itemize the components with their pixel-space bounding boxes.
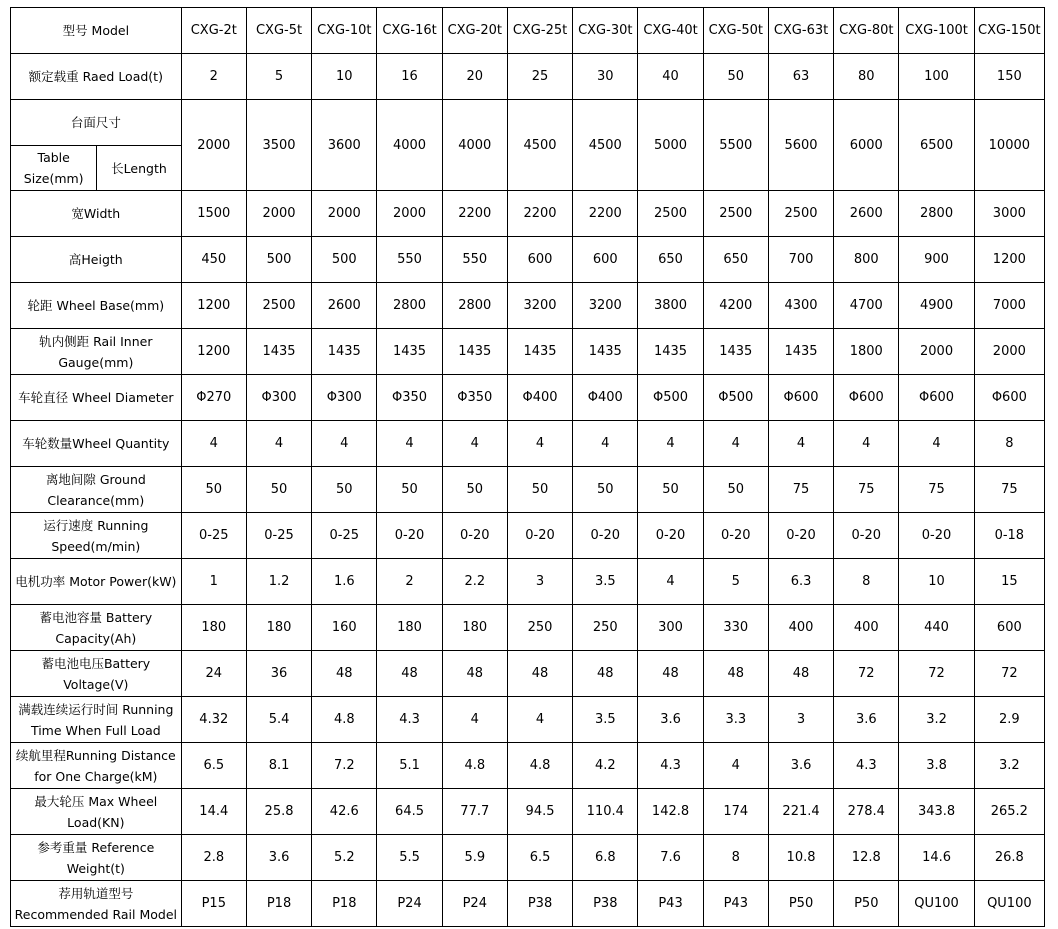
- rated-load-label: 额定载重 Raed Load(t): [11, 54, 182, 100]
- value-cell: 2000: [181, 100, 246, 191]
- value-cell: 3.8: [899, 743, 974, 789]
- model-cell: CXG-63t: [768, 8, 833, 54]
- spec-table: [10, 7, 1045, 927]
- rated-load-row: [11, 54, 1045, 100]
- value-cell: 2500: [703, 191, 768, 237]
- value-cell: 4: [442, 421, 507, 467]
- value-cell: 4: [181, 421, 246, 467]
- spec-row: [11, 283, 1045, 329]
- value-cell: 600: [573, 237, 638, 283]
- value-cell: P18: [246, 881, 311, 927]
- value-cell: 180: [246, 605, 311, 651]
- spec-row: [11, 237, 1045, 283]
- length-label: 长Length: [97, 146, 181, 191]
- spec-row: [11, 881, 1045, 927]
- value-cell: P43: [703, 881, 768, 927]
- value-cell: Φ350: [377, 375, 442, 421]
- value-cell: P18: [312, 881, 377, 927]
- value-cell: Φ400: [573, 375, 638, 421]
- value-cell: 16: [377, 54, 442, 100]
- value-cell: 1200: [181, 283, 246, 329]
- value-cell: 4700: [834, 283, 899, 329]
- value-cell: 800: [834, 237, 899, 283]
- value-cell: 2800: [377, 283, 442, 329]
- value-cell: QU100: [899, 881, 974, 927]
- table-size-label: 台面尺寸: [11, 100, 182, 146]
- value-cell: 2.9: [974, 697, 1044, 743]
- value-cell: 3800: [638, 283, 703, 329]
- value-cell: Φ600: [768, 375, 833, 421]
- value-cell: 6500: [899, 100, 974, 191]
- value-cell: 5.2: [312, 835, 377, 881]
- value-cell: 6.3: [768, 559, 833, 605]
- value-cell: 77.7: [442, 789, 507, 835]
- value-cell: 500: [312, 237, 377, 283]
- value-cell: 1500: [181, 191, 246, 237]
- value-cell: 4: [703, 421, 768, 467]
- value-cell: 0-25: [181, 513, 246, 559]
- value-cell: 0-25: [246, 513, 311, 559]
- value-cell: Φ500: [638, 375, 703, 421]
- value-cell: 1435: [377, 329, 442, 375]
- value-cell: 0-20: [377, 513, 442, 559]
- value-cell: 550: [377, 237, 442, 283]
- model-cell: CXG-80t: [834, 8, 899, 54]
- value-cell: 4: [507, 697, 572, 743]
- value-cell: 3200: [573, 283, 638, 329]
- value-cell: 3000: [974, 191, 1044, 237]
- spec-row-label: 续航里程Running Distance for One Charge(kM): [11, 743, 182, 789]
- value-cell: 1435: [573, 329, 638, 375]
- value-cell: 4.3: [377, 697, 442, 743]
- value-cell: 0-20: [638, 513, 703, 559]
- value-cell: 900: [899, 237, 974, 283]
- value-cell: 2200: [507, 191, 572, 237]
- value-cell: 3.6: [638, 697, 703, 743]
- value-cell: 2600: [312, 283, 377, 329]
- value-cell: 6.8: [573, 835, 638, 881]
- spec-row: [11, 697, 1045, 743]
- value-cell: 50: [246, 467, 311, 513]
- value-cell: 174: [703, 789, 768, 835]
- value-cell: 25: [507, 54, 572, 100]
- value-cell: 75: [899, 467, 974, 513]
- value-cell: 20: [442, 54, 507, 100]
- table-size-sub-label: Table Size(mm): [11, 146, 97, 191]
- value-cell: 4500: [573, 100, 638, 191]
- spec-row: [11, 467, 1045, 513]
- value-cell: Φ400: [507, 375, 572, 421]
- value-cell: P38: [573, 881, 638, 927]
- value-cell: 72: [899, 651, 974, 697]
- value-cell: 80: [834, 54, 899, 100]
- value-cell: 4.3: [834, 743, 899, 789]
- value-cell: 3.6: [246, 835, 311, 881]
- value-cell: 650: [703, 237, 768, 283]
- value-cell: P50: [834, 881, 899, 927]
- value-cell: 4: [573, 421, 638, 467]
- value-cell: 3.2: [899, 697, 974, 743]
- value-cell: 26.8: [974, 835, 1044, 881]
- value-cell: 2: [181, 54, 246, 100]
- value-cell: 25.8: [246, 789, 311, 835]
- spec-row: [11, 513, 1045, 559]
- value-cell: 30: [573, 54, 638, 100]
- value-cell: 400: [834, 605, 899, 651]
- value-cell: 4.8: [442, 743, 507, 789]
- value-cell: 7.2: [312, 743, 377, 789]
- value-cell: 2.2: [442, 559, 507, 605]
- value-cell: Φ300: [312, 375, 377, 421]
- value-cell: 265.2: [974, 789, 1044, 835]
- value-cell: 5.4: [246, 697, 311, 743]
- value-cell: 0-20: [573, 513, 638, 559]
- value-cell: 1: [181, 559, 246, 605]
- value-cell: 2600: [834, 191, 899, 237]
- value-cell: P24: [377, 881, 442, 927]
- value-cell: 2000: [312, 191, 377, 237]
- value-cell: P24: [442, 881, 507, 927]
- value-cell: 0-20: [899, 513, 974, 559]
- value-cell: 50: [638, 467, 703, 513]
- model-cell: CXG-25t: [507, 8, 572, 54]
- value-cell: 7.6: [638, 835, 703, 881]
- value-cell: 4: [638, 559, 703, 605]
- value-cell: 4.8: [312, 697, 377, 743]
- value-cell: 36: [246, 651, 311, 697]
- value-cell: 5.1: [377, 743, 442, 789]
- value-cell: 6.5: [507, 835, 572, 881]
- value-cell: P50: [768, 881, 833, 927]
- value-cell: 48: [768, 651, 833, 697]
- model-row: [11, 8, 1045, 54]
- value-cell: 700: [768, 237, 833, 283]
- spec-row-label: 满载连续运行时间 Running Time When Full Load: [11, 697, 182, 743]
- value-cell: 221.4: [768, 789, 833, 835]
- value-cell: 278.4: [834, 789, 899, 835]
- value-cell: 0-25: [312, 513, 377, 559]
- value-cell: P38: [507, 881, 572, 927]
- model-cell: CXG-50t: [703, 8, 768, 54]
- value-cell: 8: [974, 421, 1044, 467]
- value-cell: 10: [899, 559, 974, 605]
- value-cell: 650: [638, 237, 703, 283]
- value-cell: 4: [768, 421, 833, 467]
- value-cell: 4: [377, 421, 442, 467]
- value-cell: 0-20: [834, 513, 899, 559]
- value-cell: 2500: [768, 191, 833, 237]
- value-cell: Φ300: [246, 375, 311, 421]
- value-cell: 600: [974, 605, 1044, 651]
- value-cell: 5: [246, 54, 311, 100]
- value-cell: 4: [442, 697, 507, 743]
- value-cell: 7000: [974, 283, 1044, 329]
- model-cell: CXG-10t: [312, 8, 377, 54]
- value-cell: Φ270: [181, 375, 246, 421]
- value-cell: 48: [573, 651, 638, 697]
- value-cell: 2: [377, 559, 442, 605]
- value-cell: 5.5: [377, 835, 442, 881]
- spec-row-label: 参考重量 Reference Weight(t): [11, 835, 182, 881]
- value-cell: 2500: [638, 191, 703, 237]
- value-cell: 8.1: [246, 743, 311, 789]
- value-cell: 4: [312, 421, 377, 467]
- value-cell: 50: [703, 467, 768, 513]
- value-cell: 14.6: [899, 835, 974, 881]
- spec-row: [11, 559, 1045, 605]
- value-cell: 10.8: [768, 835, 833, 881]
- value-cell: 1.2: [246, 559, 311, 605]
- value-cell: 2200: [442, 191, 507, 237]
- value-cell: 1435: [703, 329, 768, 375]
- spec-row-label: 车轮数量Wheel Quantity: [11, 421, 182, 467]
- value-cell: 1435: [638, 329, 703, 375]
- value-cell: 48: [442, 651, 507, 697]
- value-cell: 4.2: [573, 743, 638, 789]
- table-size-row: [11, 100, 1045, 146]
- value-cell: P15: [181, 881, 246, 927]
- value-cell: 4500: [507, 100, 572, 191]
- value-cell: 300: [638, 605, 703, 651]
- value-cell: 2000: [246, 191, 311, 237]
- value-cell: 1.6: [312, 559, 377, 605]
- value-cell: 250: [507, 605, 572, 651]
- value-cell: QU100: [974, 881, 1044, 927]
- value-cell: 0-20: [507, 513, 572, 559]
- value-cell: 50: [377, 467, 442, 513]
- value-cell: 3.6: [834, 697, 899, 743]
- value-cell: 2200: [573, 191, 638, 237]
- value-cell: 48: [638, 651, 703, 697]
- value-cell: 5600: [768, 100, 833, 191]
- value-cell: 2800: [442, 283, 507, 329]
- spec-row: [11, 375, 1045, 421]
- spec-row-label: 运行速度 Running Speed(m/min): [11, 513, 182, 559]
- spec-row: [11, 651, 1045, 697]
- value-cell: 4.8: [507, 743, 572, 789]
- value-cell: 180: [181, 605, 246, 651]
- value-cell: 4200: [703, 283, 768, 329]
- value-cell: 550: [442, 237, 507, 283]
- value-cell: 75: [974, 467, 1044, 513]
- spec-row-label: 轨内侧距 Rail Inner Gauge(mm): [11, 329, 182, 375]
- spec-row-label: 蓄电池容量 Battery Capacity(Ah): [11, 605, 182, 651]
- model-label: 型号 Model: [11, 8, 182, 54]
- value-cell: 48: [377, 651, 442, 697]
- spec-row: [11, 605, 1045, 651]
- value-cell: 450: [181, 237, 246, 283]
- value-cell: 4.3: [638, 743, 703, 789]
- value-cell: 63: [768, 54, 833, 100]
- value-cell: Φ600: [974, 375, 1044, 421]
- spec-row: [11, 329, 1045, 375]
- value-cell: 75: [834, 467, 899, 513]
- value-cell: 1435: [507, 329, 572, 375]
- value-cell: 15: [974, 559, 1044, 605]
- value-cell: 3.2: [974, 743, 1044, 789]
- value-cell: 3500: [246, 100, 311, 191]
- value-cell: Φ500: [703, 375, 768, 421]
- value-cell: 6.5: [181, 743, 246, 789]
- value-cell: 160: [312, 605, 377, 651]
- spec-row: [11, 835, 1045, 881]
- value-cell: 48: [507, 651, 572, 697]
- value-cell: 50: [312, 467, 377, 513]
- value-cell: P43: [638, 881, 703, 927]
- value-cell: 3.5: [573, 559, 638, 605]
- value-cell: 0-20: [703, 513, 768, 559]
- value-cell: Φ350: [442, 375, 507, 421]
- value-cell: 440: [899, 605, 974, 651]
- value-cell: 0-20: [768, 513, 833, 559]
- value-cell: 4300: [768, 283, 833, 329]
- spec-row-label: 轮距 Wheel Base(mm): [11, 283, 182, 329]
- value-cell: 42.6: [312, 789, 377, 835]
- value-cell: 180: [442, 605, 507, 651]
- model-cell: CXG-5t: [246, 8, 311, 54]
- value-cell: 2000: [377, 191, 442, 237]
- value-cell: 0-20: [442, 513, 507, 559]
- value-cell: 2000: [899, 329, 974, 375]
- value-cell: 3200: [507, 283, 572, 329]
- spec-row: [11, 789, 1045, 835]
- value-cell: 5000: [638, 100, 703, 191]
- model-cell: CXG-100t: [899, 8, 974, 54]
- value-cell: 64.5: [377, 789, 442, 835]
- value-cell: 50: [703, 54, 768, 100]
- value-cell: 4: [246, 421, 311, 467]
- spec-row: [11, 191, 1045, 237]
- value-cell: 75: [768, 467, 833, 513]
- value-cell: 180: [377, 605, 442, 651]
- value-cell: 4: [638, 421, 703, 467]
- value-cell: 2500: [246, 283, 311, 329]
- value-cell: 142.8: [638, 789, 703, 835]
- value-cell: Φ600: [834, 375, 899, 421]
- model-cell: CXG-150t: [974, 8, 1044, 54]
- model-cell: CXG-16t: [377, 8, 442, 54]
- value-cell: 600: [507, 237, 572, 283]
- value-cell: 330: [703, 605, 768, 651]
- value-cell: 6000: [834, 100, 899, 191]
- value-cell: 110.4: [573, 789, 638, 835]
- value-cell: 72: [974, 651, 1044, 697]
- value-cell: 94.5: [507, 789, 572, 835]
- value-cell: 100: [899, 54, 974, 100]
- spec-row: [11, 743, 1045, 789]
- value-cell: 40: [638, 54, 703, 100]
- value-cell: 0-18: [974, 513, 1044, 559]
- value-cell: 3: [507, 559, 572, 605]
- value-cell: 72: [834, 651, 899, 697]
- value-cell: 24: [181, 651, 246, 697]
- value-cell: 500: [246, 237, 311, 283]
- value-cell: 12.8: [834, 835, 899, 881]
- value-cell: 2000: [974, 329, 1044, 375]
- value-cell: 4.32: [181, 697, 246, 743]
- value-cell: 4: [507, 421, 572, 467]
- value-cell: 1200: [974, 237, 1044, 283]
- value-cell: 8: [703, 835, 768, 881]
- value-cell: 343.8: [899, 789, 974, 835]
- value-cell: 3600: [312, 100, 377, 191]
- value-cell: 400: [768, 605, 833, 651]
- value-cell: 1435: [246, 329, 311, 375]
- value-cell: 50: [573, 467, 638, 513]
- value-cell: 5500: [703, 100, 768, 191]
- value-cell: 1200: [181, 329, 246, 375]
- spec-row-label: 宽Width: [11, 191, 182, 237]
- spec-row-label: 高Heigth: [11, 237, 182, 283]
- value-cell: 3.3: [703, 697, 768, 743]
- value-cell: 3.5: [573, 697, 638, 743]
- value-cell: Φ600: [899, 375, 974, 421]
- spec-row-label: 蓄电池电压Battery Voltage(V): [11, 651, 182, 697]
- value-cell: 48: [703, 651, 768, 697]
- value-cell: 3.6: [768, 743, 833, 789]
- value-cell: 5: [703, 559, 768, 605]
- value-cell: 1435: [442, 329, 507, 375]
- value-cell: 1435: [768, 329, 833, 375]
- value-cell: 2800: [899, 191, 974, 237]
- value-cell: 8: [834, 559, 899, 605]
- spec-row-label: 离地间隙 Ground Clearance(mm): [11, 467, 182, 513]
- value-cell: 10: [312, 54, 377, 100]
- value-cell: 3: [768, 697, 833, 743]
- value-cell: 4000: [442, 100, 507, 191]
- value-cell: 1800: [834, 329, 899, 375]
- model-cell: CXG-20t: [442, 8, 507, 54]
- value-cell: 1435: [312, 329, 377, 375]
- spec-row-label: 荐用轨道型号 Recommended Rail Model: [11, 881, 182, 927]
- spec-row-label: 电机功率 Motor Power(kW): [11, 559, 182, 605]
- value-cell: 4900: [899, 283, 974, 329]
- value-cell: 4000: [377, 100, 442, 191]
- value-cell: 10000: [974, 100, 1044, 191]
- value-cell: 50: [442, 467, 507, 513]
- value-cell: 5.9: [442, 835, 507, 881]
- value-cell: 50: [181, 467, 246, 513]
- value-cell: 4: [703, 743, 768, 789]
- model-cell: CXG-30t: [573, 8, 638, 54]
- value-cell: 4: [899, 421, 974, 467]
- model-cell: CXG-40t: [638, 8, 703, 54]
- model-cell: CXG-2t: [181, 8, 246, 54]
- value-cell: 48: [312, 651, 377, 697]
- value-cell: 250: [573, 605, 638, 651]
- value-cell: 2.8: [181, 835, 246, 881]
- spec-row: [11, 421, 1045, 467]
- spec-row-label: 最大轮压 Max Wheel Load(KN): [11, 789, 182, 835]
- spec-row-label: 车轮直径 Wheel Diameter: [11, 375, 182, 421]
- value-cell: 4: [834, 421, 899, 467]
- value-cell: 150: [974, 54, 1044, 100]
- value-cell: 50: [507, 467, 572, 513]
- value-cell: 14.4: [181, 789, 246, 835]
